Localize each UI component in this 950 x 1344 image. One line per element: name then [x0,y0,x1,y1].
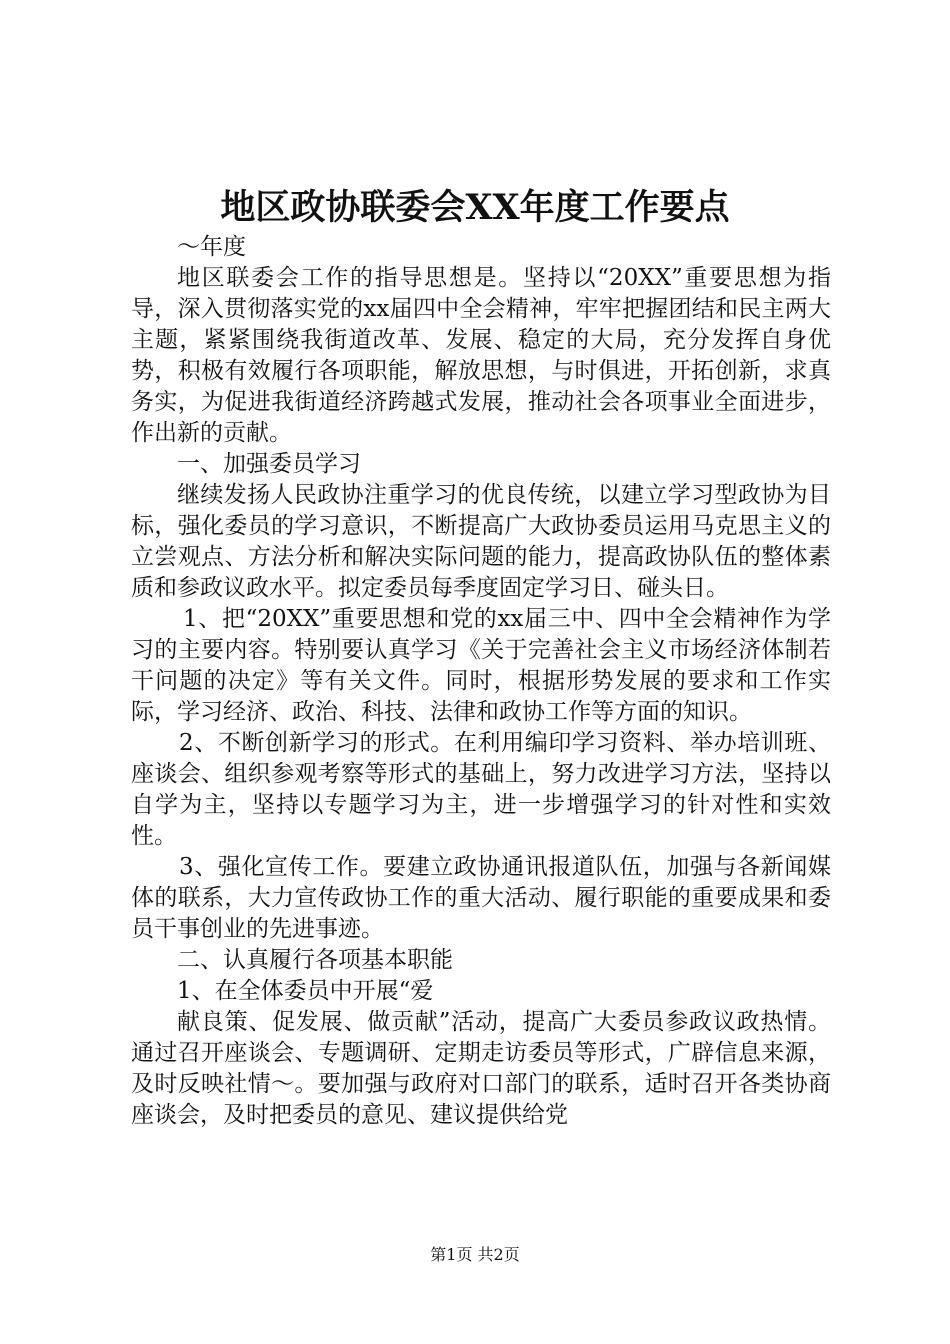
study-item-3: 3、强化宣传工作。要建立政协通讯报道队伍，加强与各新闻媒体的联系，大力宣传政协工作的重大活动、履行职能的重要成果和委员干事创业的先进事迹。 [131,854,831,942]
document-body [131,232,831,1131]
document-title: 地区政协联委会XX年度工作要点 [220,187,730,228]
page-number-footer: 第1页 共2页 [430,1245,520,1264]
year-line: ～年度 [177,234,246,260]
duty-item-1-start: 1、在全体委员中开展“爱 [177,978,434,1004]
study-intro-paragraph: 继续发扬人民政协注重学习的优良传统，以建立学习型政协为目标，强化委员的学习意识，不断提高广大政协委员运用马克思主义的立尝观点、方法分析和解决实际问题的能力，提高政协队伍的整体素质和参政议政水平。拟定委员每季度固定学习日、碰头日。 [131,482,831,601]
study-item-1: 1、把“20XX”重要思想和党的xx届三中、四中全会精神作为学习的主要内容。特别要认真学习《关于完善社会主义市场经济体制若干问题的决定》等有关文件。同时，根据形势发展的要求和工作实际，学习经济、政治、科技、法律和政协工作等方面的知识。 [131,606,831,725]
study-item-2: 2、不断创新学习的形式。在利用编印学习资料、举办培训班、座谈会、组织参观考察等形式的基础上，努力改进学习方法，坚持以自学为主，坚持以专题学习为主，进一步增强学习的针对性和实效性。 [131,730,831,849]
guiding-ideology-paragraph: 地区联委会工作的指导思想是。坚持以“20XX”重要思想为指导，深入贯彻落实党的xx届四中全会精神，牢牢把握团结和民主两大主题，紧紧围绕我街道改革、发展、稳定的大局，充分发挥自身优势，积极有效履行各项职能，解放思想，与时俱进，开拓创新，求真务实，为促进我街道经济跨越式发展，推动社会各项事业全面进步，作出新的贡献。 [131,265,831,446]
duty-item-1-continued: 献良策、促发展、做贡献”活动，提高广大委员参政议政热情。通过召开座谈会、专题调研、定期走访委员等形式，广辟信息来源，及时反映社情～。要加强与政府对口部门的联系，适时召开各类协商座谈会，及时把委员的意见、建议提供给党 [131,1009,831,1128]
section-heading-1: 一、加强委员学习 [177,451,361,477]
section-heading-2: 二、认真履行各项基本职能 [177,947,453,973]
